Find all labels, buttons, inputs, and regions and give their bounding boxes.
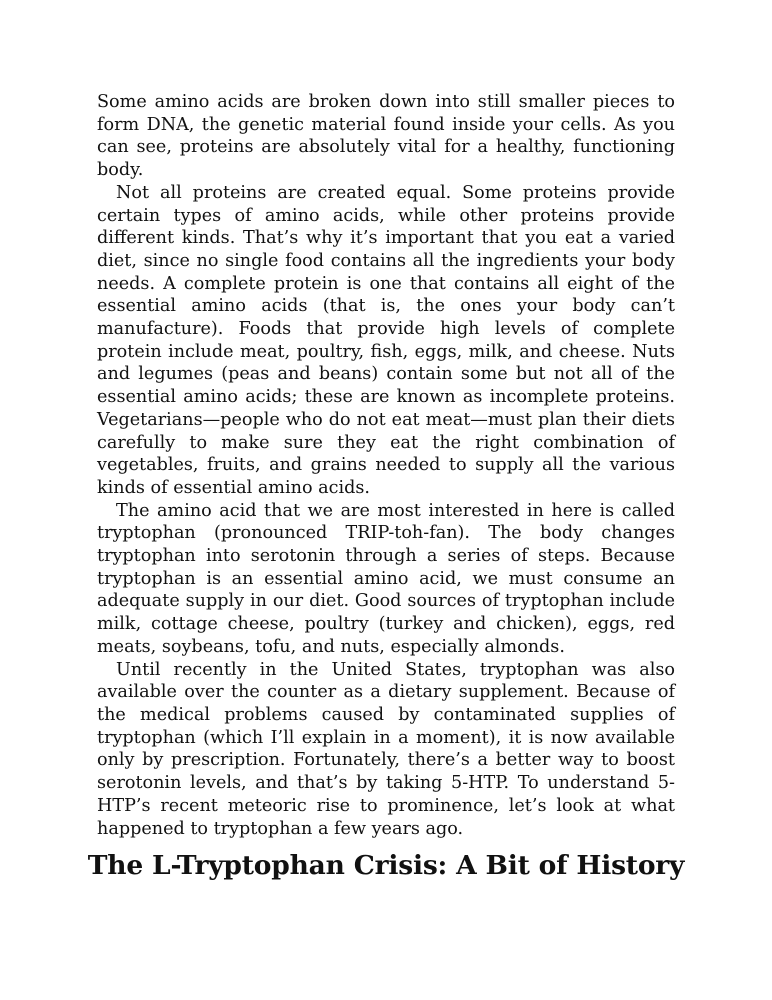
- paragraph-supplement: Until recently in the United States, tryptophan was also available over the counter as a dietary supplement. Because of the medical problems caused by contaminated supplies of tryptophan (which I’ll explain in a moment), it is now available only by prescription. Fortunately, there’s a better way to boost serotonin levels, and that’s by taking 5-HTP. To understand 5-HTP’s recent meteoric rise to prominence, let’s look at what happened to tryptophan a few years ago.: [97, 659, 675, 839]
- body-text: [97, 91, 675, 840]
- paragraph-proteins-dna: Some amino acids are broken down into still smaller pieces to form DNA, the genetic material found inside your cells. As you can see, proteins are absolutely vital for a healthy, functioning body.: [97, 92, 675, 181]
- section-heading: The L-Tryptophan Crisis: A Bit of History: [87, 850, 685, 881]
- paragraph-tryptophan: The amino acid that we are most interested in here is called tryptophan (pronounced TRIP-toh-fan). The body changes tryptophan into serotonin through a series of steps. Because tryptophan is an essential amino acid, we must consume an adequate supply in our diet. Good sources of tryptophan include milk, cottage cheese, poultry (turkey and chicken), eggs, red meats, soybeans, tofu, and nuts, especially almonds.: [97, 500, 675, 657]
- paragraph-complete-proteins: Not all proteins are created equal. Some proteins provide certain types of amino acids, while other proteins provide different kinds. That’s why it’s important that you eat a varied diet, since no single food contains all the ingredients your body needs. A complete protein is one that contains all eight of the essential amino acids (that is, the ones your body can’t manufacture). Foods that provide high levels of complete protein include meat, poultry, fish, eggs, milk, and cheese. Nuts and legumes (peas and beans) contain some but not all of the essential amino acids; these are known as incomplete proteins. Vegetarians—people who do not eat meat—must plan their diets carefully to make sure they eat the right combination of vegetables, fruits, and grains needed to supply all the various kinds of essential amino acids.: [97, 182, 675, 498]
